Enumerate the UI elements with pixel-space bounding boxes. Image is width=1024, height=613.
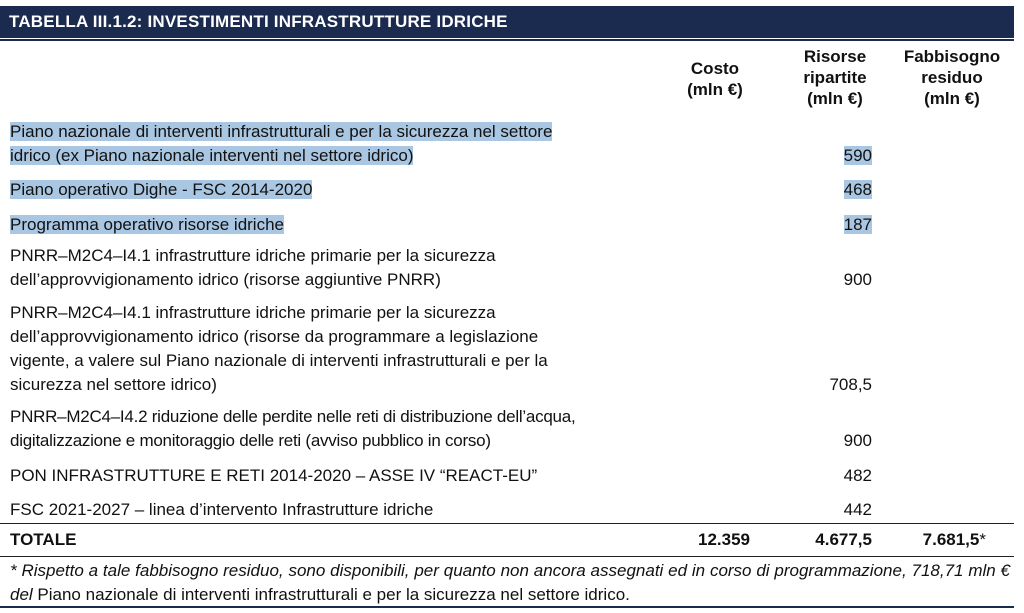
table-title bbox=[0, 6, 1014, 38]
row-line: PNRR–M2C4–I4.1 infrastrutture idriche primarie per la sicurezza bbox=[10, 303, 496, 322]
footnote-normal: Piano nazionale di interventi infrastrutturali e per la sicurezza nel settore idrico. bbox=[32, 585, 630, 604]
total-risorse: 4.677,5 bbox=[815, 530, 872, 549]
row-line: vigente, a valere sul Piano nazionale di interventi infrastrutturali e per la bbox=[10, 351, 548, 370]
table-row-label bbox=[10, 405, 648, 453]
header-risorse bbox=[790, 46, 880, 109]
total-fabbisogno-value: 7.681,5 bbox=[922, 530, 980, 549]
row-line: Piano operativo Dighe - FSC 2014-2020 bbox=[10, 180, 313, 199]
header-costo-line: Costo bbox=[690, 59, 740, 78]
table-cell-risorse: 900 bbox=[843, 270, 872, 289]
table-title-text: TABELLA III.1.2: INVESTIMENTI INFRASTRUTTURE IDRICHE bbox=[9, 12, 508, 31]
table-row-label bbox=[10, 498, 648, 522]
row-line: PON INFRASTRUTTURE E RETI 2014-2020 – ASSE IV “REACT-EU” bbox=[10, 466, 538, 485]
table-cell-risorse: 590 bbox=[843, 146, 872, 165]
header-fabbisogno bbox=[898, 46, 1006, 109]
table-cell-risorse: 708,5 bbox=[829, 375, 872, 394]
table-cell-risorse: 900 bbox=[843, 431, 872, 450]
table-row-label bbox=[10, 213, 648, 237]
title-underline bbox=[0, 39, 1014, 41]
row-line: idrico (ex Piano nazionale interventi nel settore idrico) bbox=[10, 146, 414, 165]
bottom-rule bbox=[0, 606, 1014, 608]
table-row-label bbox=[10, 120, 648, 168]
header-fabbisogno-line: (mln €) bbox=[924, 89, 980, 108]
table-row-label bbox=[10, 301, 648, 397]
row-line: Piano nazionale di interventi infrastrutturali e per la sicurezza nel settore bbox=[10, 122, 553, 141]
header-risorse-line: Risorse bbox=[803, 47, 867, 66]
table-row-label bbox=[10, 244, 648, 292]
row-line: Programma operativo risorse idriche bbox=[10, 215, 284, 234]
row-line: digitalizzazione e monitoraggio delle reti (avviso pubblico in corso) bbox=[10, 431, 491, 450]
total-label: TOTALE bbox=[10, 530, 77, 549]
header-fabbisogno-line: Fabbisogno bbox=[903, 47, 1001, 66]
footnote-top-rule bbox=[0, 556, 1014, 557]
row-line: PNRR–M2C4–I4.2 riduzione delle perdite nelle reti di distribuzione dell’acqua, bbox=[10, 407, 576, 426]
table-cell-risorse: 442 bbox=[843, 500, 872, 519]
footnote-marker: * bbox=[979, 530, 986, 549]
footnote bbox=[10, 559, 1010, 607]
total-costo: 12.359 bbox=[698, 530, 750, 549]
table-cell-risorse: 468 bbox=[843, 180, 872, 199]
row-line: dell’approvvigionamento idrico (risorse aggiuntive PNRR) bbox=[10, 270, 441, 289]
header-costo-line: (mln €) bbox=[687, 80, 743, 99]
header-costo bbox=[676, 58, 754, 100]
row-line: FSC 2021-2027 – linea d’intervento Infrastrutture idriche bbox=[10, 500, 434, 519]
total-top-rule bbox=[0, 523, 1014, 524]
footnote-italic: * Rispetto a tale fabbisogno residuo, sono disponibili, per quanto non ancora assegnati ed in corso di programmazione, 718,71 mln € del bbox=[10, 561, 1010, 604]
row-line: dell’approvvigionamento idrico (risorse da programmare a legislazione bbox=[10, 327, 539, 346]
table-row-label bbox=[10, 464, 648, 488]
table-cell-risorse: 187 bbox=[843, 215, 872, 234]
header-risorse-line: (mln €) bbox=[807, 89, 863, 108]
row-line: PNRR–M2C4–I4.1 infrastrutture idriche primarie per la sicurezza bbox=[10, 246, 496, 265]
table-cell-risorse: 482 bbox=[843, 466, 872, 485]
row-line: sicurezza nel settore idrico) bbox=[10, 375, 217, 394]
table-row-label bbox=[10, 178, 648, 202]
header-fabbisogno-line: residuo bbox=[921, 68, 983, 87]
total-fabbisogno bbox=[880, 528, 986, 552]
header-risorse-line: ripartite bbox=[803, 68, 867, 87]
